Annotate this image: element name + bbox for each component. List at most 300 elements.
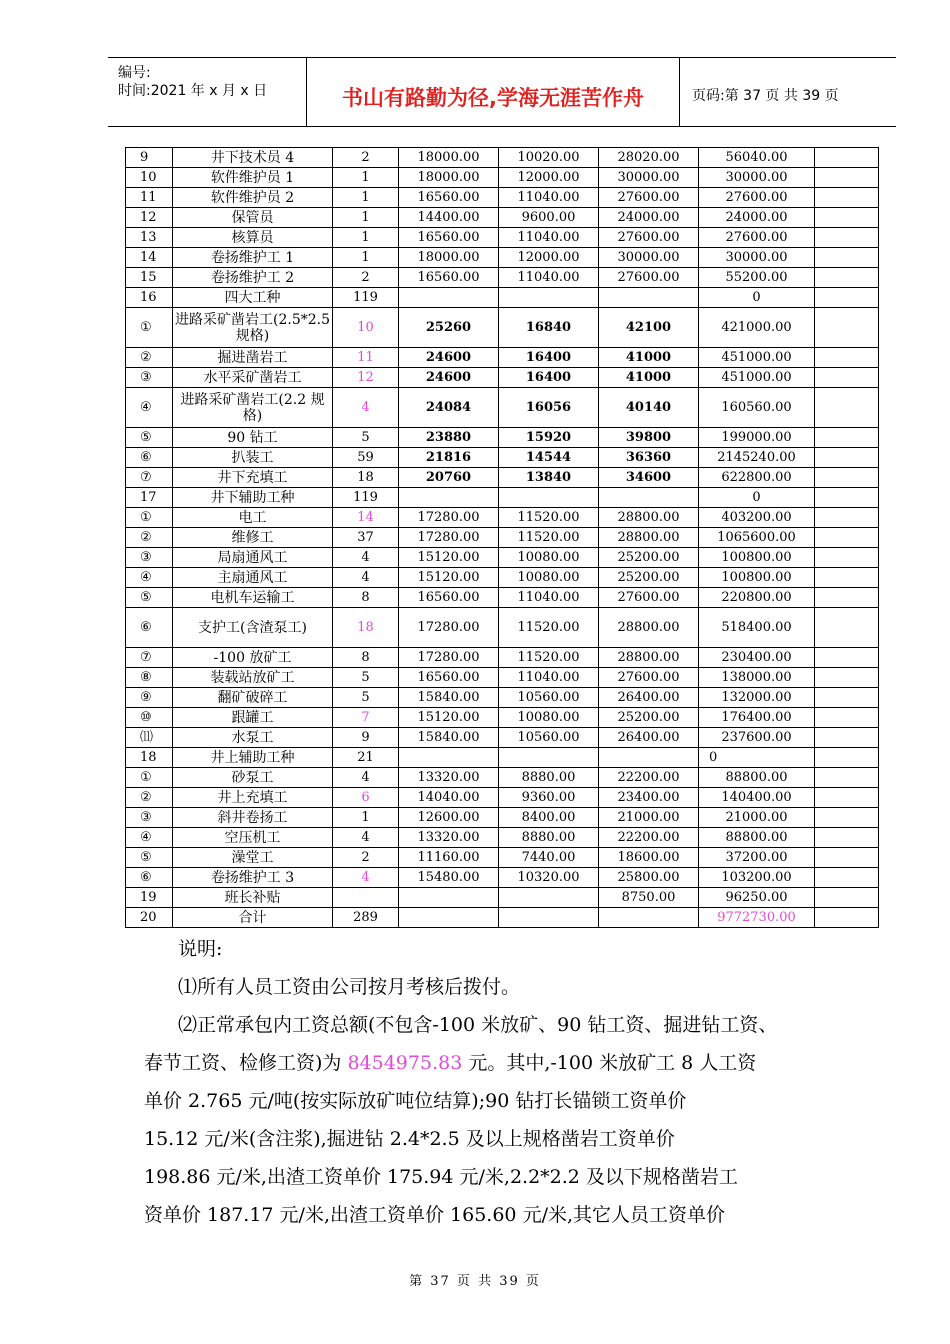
table-cell <box>599 908 699 928</box>
table-cell: 15840.00 <box>399 728 499 748</box>
table-cell: 36360 <box>599 448 699 468</box>
table-cell <box>399 888 499 908</box>
header-motto-cell <box>307 58 680 126</box>
note-2-line-4: 15.12 元/米(含注浆),掘进钻 2.4*2.5 及以上规格凿岩工资单价 <box>144 1128 675 1150</box>
table-row <box>126 568 879 588</box>
table-cell: 9 <box>333 728 399 748</box>
table-cell: 24000.00 <box>599 208 699 228</box>
table-cell: 23400.00 <box>599 788 699 808</box>
table-cell: 18 <box>126 748 173 768</box>
table-cell: 11520.00 <box>499 648 599 668</box>
table-cell: ⑾ <box>126 728 173 748</box>
page-footer: 第 37 页 共 39 页 <box>409 1274 541 1289</box>
table-cell: 主扇通风工 <box>173 568 333 588</box>
table-cell: 176400.00 <box>699 708 815 728</box>
table-cell: 掘进凿岩工 <box>173 348 333 368</box>
table-cell: 22200.00 <box>599 828 699 848</box>
table-cell: 6 <box>333 788 399 808</box>
table-cell: 14400.00 <box>399 208 499 228</box>
table-row <box>126 428 879 448</box>
table-cell: 12000.00 <box>499 168 599 188</box>
table-cell: 15120.00 <box>399 548 499 568</box>
table-cell: ⑦ <box>126 468 173 488</box>
table-cell: 27600.00 <box>599 668 699 688</box>
table-cell: 9360.00 <box>499 788 599 808</box>
table-cell: 0 <box>699 488 815 508</box>
table-cell <box>499 488 599 508</box>
table-cell: 10080.00 <box>499 568 599 588</box>
table-cell: 90 钻工 <box>173 428 333 448</box>
table-cell: 100800.00 <box>699 568 815 588</box>
table-cell: 16840 <box>499 308 599 348</box>
table-cell: 扒装工 <box>173 448 333 468</box>
table-cell: 18 <box>333 468 399 488</box>
table-cell: 199000.00 <box>699 428 815 448</box>
table-cell: 井下辅助工种 <box>173 488 333 508</box>
table-cell <box>815 288 879 308</box>
table-cell: 11520.00 <box>499 608 599 648</box>
table-row <box>126 248 879 268</box>
table-cell: 403200.00 <box>699 508 815 528</box>
table-cell: 21816 <box>399 448 499 468</box>
table-cell: 11 <box>126 188 173 208</box>
table-cell: 289 <box>333 908 399 928</box>
table-cell: 空压机工 <box>173 828 333 848</box>
table-cell: 砂泵工 <box>173 768 333 788</box>
table-row <box>126 448 879 468</box>
table-cell: 20 <box>126 908 173 928</box>
table-cell: ⑤ <box>126 588 173 608</box>
table-row <box>126 828 879 848</box>
table-row <box>126 188 879 208</box>
table-cell <box>815 568 879 588</box>
table-cell: 27600.00 <box>699 228 815 248</box>
table-cell <box>499 908 599 928</box>
table-cell: 27600.00 <box>699 188 815 208</box>
table-cell: 装载站放矿工 <box>173 668 333 688</box>
table-cell: 21000.00 <box>599 808 699 828</box>
table-cell: 16560.00 <box>399 668 499 688</box>
table-cell <box>815 448 879 468</box>
table-cell: 井下充填工 <box>173 468 333 488</box>
table-row <box>126 388 879 428</box>
table-cell: 14 <box>333 508 399 528</box>
table-cell: 15 <box>126 268 173 288</box>
table-cell: 进路采矿凿岩工(2.5*2.5 规格) <box>173 308 333 348</box>
table-cell: ② <box>126 348 173 368</box>
table-cell: 16 <box>126 288 173 308</box>
table-cell: 11160.00 <box>399 848 499 868</box>
table-cell: ① <box>126 768 173 788</box>
table-cell <box>815 888 879 908</box>
table-cell: 水泵工 <box>173 728 333 748</box>
table-row <box>126 528 879 548</box>
table-cell: 25200.00 <box>599 548 699 568</box>
table-cell: 16560.00 <box>399 228 499 248</box>
table-cell <box>815 268 879 288</box>
table-row <box>126 308 879 348</box>
table-cell: 138000.00 <box>699 668 815 688</box>
table-cell: -100 放矿工 <box>173 648 333 668</box>
table-cell: 96250.00 <box>699 888 815 908</box>
table-cell: 保管员 <box>173 208 333 228</box>
wage-table-body <box>126 148 879 928</box>
table-cell: 10560.00 <box>499 728 599 748</box>
table-cell: 16400 <box>499 348 599 368</box>
table-cell: 34600 <box>599 468 699 488</box>
table-cell <box>815 728 879 748</box>
table-cell: 1 <box>333 188 399 208</box>
table-cell: ③ <box>126 368 173 388</box>
table-cell: 8 <box>333 588 399 608</box>
motto: 书山有路勤为径,学海无涯苦作舟 <box>342 86 644 110</box>
table-cell <box>815 868 879 888</box>
table-cell: 8 <box>333 648 399 668</box>
table-cell: 19 <box>126 888 173 908</box>
table-cell: 25260 <box>399 308 499 348</box>
note-2-line-5: 198.86 元/米,出渣工资单价 175.94 元/米,2.2*2.2 及以下规格凿岩工 <box>144 1166 738 1188</box>
table-cell: 井上辅助工种 <box>173 748 333 768</box>
table-row <box>126 768 879 788</box>
table-row <box>126 468 879 488</box>
table-cell: 8400.00 <box>499 808 599 828</box>
table-cell: 2 <box>333 268 399 288</box>
table-row <box>126 648 879 668</box>
table-cell: 1 <box>333 248 399 268</box>
table-cell: 11520.00 <box>499 508 599 528</box>
table-row <box>126 168 879 188</box>
table-cell: 25200.00 <box>599 568 699 588</box>
table-cell <box>815 668 879 688</box>
table-cell: 跟罐工 <box>173 708 333 728</box>
table-row <box>126 728 879 748</box>
table-cell: ② <box>126 528 173 548</box>
table-cell: 15920 <box>499 428 599 448</box>
table-cell: 13 <box>126 228 173 248</box>
note-2-line-6: 资单价 187.17 元/米,出渣工资单价 165.60 元/米,其它人员工资单价 <box>144 1204 726 1226</box>
table-cell: 11040.00 <box>499 268 599 288</box>
table-cell <box>815 748 879 768</box>
table-cell: 220800.00 <box>699 588 815 608</box>
table-cell: 40140 <box>599 388 699 428</box>
table-cell: 28020.00 <box>599 148 699 168</box>
table-row <box>126 268 879 288</box>
table-cell <box>599 288 699 308</box>
table-cell: 17280.00 <box>399 608 499 648</box>
table-cell: 28800.00 <box>599 608 699 648</box>
note-2-line-3: 单价 2.765 元/吨(按实际放矿吨位结算);90 钻打长锚锁工资单价 <box>144 1090 687 1112</box>
table-cell: 局扇通风工 <box>173 548 333 568</box>
table-row <box>126 488 879 508</box>
table-cell <box>399 908 499 928</box>
wage-table <box>125 147 879 928</box>
table-cell: 41000 <box>599 348 699 368</box>
table-cell: 132000.00 <box>699 688 815 708</box>
table-cell: 18000.00 <box>399 148 499 168</box>
table-cell: 25200.00 <box>599 708 699 728</box>
table-row <box>126 608 879 648</box>
table-row <box>126 368 879 388</box>
note-2-line-2 <box>144 1044 894 1082</box>
table-cell: 30000.00 <box>699 248 815 268</box>
table-cell: 28800.00 <box>599 508 699 528</box>
table-cell: 2 <box>333 148 399 168</box>
table-cell: 0 <box>699 288 815 308</box>
table-cell: 1 <box>333 808 399 828</box>
table-cell: ⑧ <box>126 668 173 688</box>
table-cell <box>599 748 699 768</box>
table-cell: 17280.00 <box>399 528 499 548</box>
table-cell: 28800.00 <box>599 528 699 548</box>
table-row <box>126 908 879 928</box>
table-cell: 14040.00 <box>399 788 499 808</box>
table-cell <box>815 468 879 488</box>
table-cell <box>815 648 879 668</box>
table-cell: 软件维护员 1 <box>173 168 333 188</box>
table-cell: 18000.00 <box>399 168 499 188</box>
table-cell: 119 <box>333 488 399 508</box>
table-cell <box>815 768 879 788</box>
table-cell: 4 <box>333 568 399 588</box>
table-cell: 25800.00 <box>599 868 699 888</box>
table-cell: 井上充填工 <box>173 788 333 808</box>
table-cell: 13840 <box>499 468 599 488</box>
table-cell: ① <box>126 308 173 348</box>
table-cell: 10080.00 <box>499 548 599 568</box>
table-cell: 37 <box>333 528 399 548</box>
table-cell: ② <box>126 788 173 808</box>
table-cell: 20760 <box>399 468 499 488</box>
table-cell: ⑩ <box>126 708 173 728</box>
table-cell: ③ <box>126 808 173 828</box>
table-cell: 4 <box>333 868 399 888</box>
table-row <box>126 708 879 728</box>
table-cell: ⑤ <box>126 428 173 448</box>
table-cell: 55200.00 <box>699 268 815 288</box>
table-row <box>126 888 879 908</box>
table-cell: 进路采矿凿岩工(2.2 规格) <box>173 388 333 428</box>
table-cell: 8750.00 <box>599 888 699 908</box>
time-label: 时间:2021 年 x 月 x 日 <box>118 83 268 99</box>
table-cell <box>815 488 879 508</box>
table-cell: 澡堂工 <box>173 848 333 868</box>
table-cell: 13320.00 <box>399 768 499 788</box>
table-cell: 23880 <box>399 428 499 448</box>
table-cell: 18000.00 <box>399 248 499 268</box>
table-cell <box>499 748 599 768</box>
table-cell: 支护工(含渣泵工) <box>173 608 333 648</box>
table-cell: 15120.00 <box>399 708 499 728</box>
header-meta <box>108 58 307 126</box>
table-cell: 56040.00 <box>699 148 815 168</box>
table-cell: 12000.00 <box>499 248 599 268</box>
table-cell: 5 <box>333 668 399 688</box>
page-code: 页码:第 37 页 共 39 页 <box>692 88 839 104</box>
table-cell <box>815 848 879 868</box>
table-cell: 卷扬维护工 2 <box>173 268 333 288</box>
table-cell: 15480.00 <box>399 868 499 888</box>
table-cell: 1 <box>333 168 399 188</box>
table-cell: 230400.00 <box>699 648 815 668</box>
table-cell <box>815 828 879 848</box>
table-cell: 12 <box>126 208 173 228</box>
table-cell <box>499 288 599 308</box>
table-cell: 16560.00 <box>399 588 499 608</box>
table-row <box>126 288 879 308</box>
table-cell: 15120.00 <box>399 568 499 588</box>
table-cell: 10560.00 <box>499 688 599 708</box>
notes-section <box>144 930 894 1234</box>
table-row <box>126 868 879 888</box>
table-cell: 电机车运输工 <box>173 588 333 608</box>
table-cell: 88800.00 <box>699 768 815 788</box>
table-row <box>126 668 879 688</box>
table-row <box>126 548 879 568</box>
table-row <box>126 848 879 868</box>
table-cell: 30000.00 <box>699 168 815 188</box>
note-2-amount: 8454975.83 <box>347 1052 463 1074</box>
table-cell: 12 <box>333 368 399 388</box>
table-cell: ⑦ <box>126 648 173 668</box>
table-cell: 电工 <box>173 508 333 528</box>
table-cell: 14544 <box>499 448 599 468</box>
table-cell: 9600.00 <box>499 208 599 228</box>
table-cell: 518400.00 <box>699 608 815 648</box>
table-row <box>126 508 879 528</box>
table-cell: 12600.00 <box>399 808 499 828</box>
notes-title: 说明: <box>178 938 223 960</box>
table-cell: 四大工种 <box>173 288 333 308</box>
table-cell: 11 <box>333 348 399 368</box>
table-cell: 27600.00 <box>599 268 699 288</box>
table-row <box>126 808 879 828</box>
table-cell: 622800.00 <box>699 468 815 488</box>
table-cell: 水平采矿凿岩工 <box>173 368 333 388</box>
table-cell: 1065600.00 <box>699 528 815 548</box>
table-cell: 18600.00 <box>599 848 699 868</box>
table-cell: 39800 <box>599 428 699 448</box>
table-cell: 24600 <box>399 348 499 368</box>
table-cell: 28800.00 <box>599 648 699 668</box>
table-cell: 16056 <box>499 388 599 428</box>
table-cell: 斜井卷扬工 <box>173 808 333 828</box>
table-cell <box>815 708 879 728</box>
table-cell: 103200.00 <box>699 868 815 888</box>
table-cell: 140400.00 <box>699 788 815 808</box>
table-cell: 16560.00 <box>399 268 499 288</box>
table-cell <box>599 488 699 508</box>
table-cell <box>333 888 399 908</box>
table-cell: 22200.00 <box>599 768 699 788</box>
table-cell: 4 <box>333 828 399 848</box>
table-cell <box>399 288 499 308</box>
table-cell <box>815 528 879 548</box>
table-cell <box>815 508 879 528</box>
table-cell: 7 <box>333 708 399 728</box>
table-cell: 17 <box>126 488 173 508</box>
table-cell <box>815 808 879 828</box>
table-cell: 24084 <box>399 388 499 428</box>
table-cell: 16560.00 <box>399 188 499 208</box>
table-row <box>126 688 879 708</box>
table-cell: 11520.00 <box>499 528 599 548</box>
number-label: 编号: <box>118 65 151 81</box>
note-2-text: 春节工资、检修工资)为 <box>144 1052 348 1074</box>
table-cell: ⑥ <box>126 448 173 468</box>
table-cell: 卷扬维护工 1 <box>173 248 333 268</box>
table-cell: 237600.00 <box>699 728 815 748</box>
table-cell <box>815 368 879 388</box>
table-cell: 26400.00 <box>599 688 699 708</box>
table-cell: 24000.00 <box>699 208 815 228</box>
table-cell: 21000.00 <box>699 808 815 828</box>
table-cell: 5 <box>333 428 399 448</box>
table-cell: 5 <box>333 688 399 708</box>
table-cell: 班长补贴 <box>173 888 333 908</box>
table-cell: 10 <box>333 308 399 348</box>
table-cell: 42100 <box>599 308 699 348</box>
table-cell: 11040.00 <box>499 588 599 608</box>
table-cell <box>815 228 879 248</box>
table-row <box>126 208 879 228</box>
table-cell: 13320.00 <box>399 828 499 848</box>
table-cell <box>499 888 599 908</box>
table-row <box>126 148 879 168</box>
table-cell: 18 <box>333 608 399 648</box>
table-cell <box>815 428 879 448</box>
table-row <box>126 228 879 248</box>
table-cell: 4 <box>333 768 399 788</box>
table-cell <box>815 608 879 648</box>
table-cell: ⑥ <box>126 868 173 888</box>
table-cell: 4 <box>333 388 399 428</box>
table-cell: 21 <box>333 748 399 768</box>
note-2-line-1: ⑵正常承包内工资总额(不包含-100 米放矿、90 钻工资、掘进钻工资、 <box>178 1014 778 1036</box>
table-cell: 合计 <box>173 908 333 928</box>
table-cell: 井下技术员 4 <box>173 148 333 168</box>
table-cell <box>815 188 879 208</box>
table-cell: 11040.00 <box>499 188 599 208</box>
table-cell: ① <box>126 508 173 528</box>
table-cell: 41000 <box>599 368 699 388</box>
table-cell <box>815 788 879 808</box>
table-cell: 0 <box>699 748 815 768</box>
table-cell: 4 <box>333 548 399 568</box>
page-header <box>108 57 896 127</box>
table-row <box>126 348 879 368</box>
table-cell: 维修工 <box>173 528 333 548</box>
table-cell <box>815 388 879 428</box>
table-cell: 核算员 <box>173 228 333 248</box>
table-cell: 30000.00 <box>599 248 699 268</box>
table-row <box>126 748 879 768</box>
table-cell: ⑥ <box>126 608 173 648</box>
table-cell: 11040.00 <box>499 228 599 248</box>
table-cell: 119 <box>333 288 399 308</box>
table-cell: 翻矿破碎工 <box>173 688 333 708</box>
table-cell: 8880.00 <box>499 828 599 848</box>
table-cell: 30000.00 <box>599 168 699 188</box>
table-cell: 27600.00 <box>599 188 699 208</box>
table-cell: 7440.00 <box>499 848 599 868</box>
table-cell <box>815 348 879 368</box>
table-cell: ③ <box>126 548 173 568</box>
table-cell: 10 <box>126 168 173 188</box>
table-cell: ⑤ <box>126 848 173 868</box>
table-cell <box>815 548 879 568</box>
table-cell: 9 <box>126 148 173 168</box>
note-2-text-tail: 元。其中,-100 米放矿工 8 人工资 <box>462 1052 757 1074</box>
